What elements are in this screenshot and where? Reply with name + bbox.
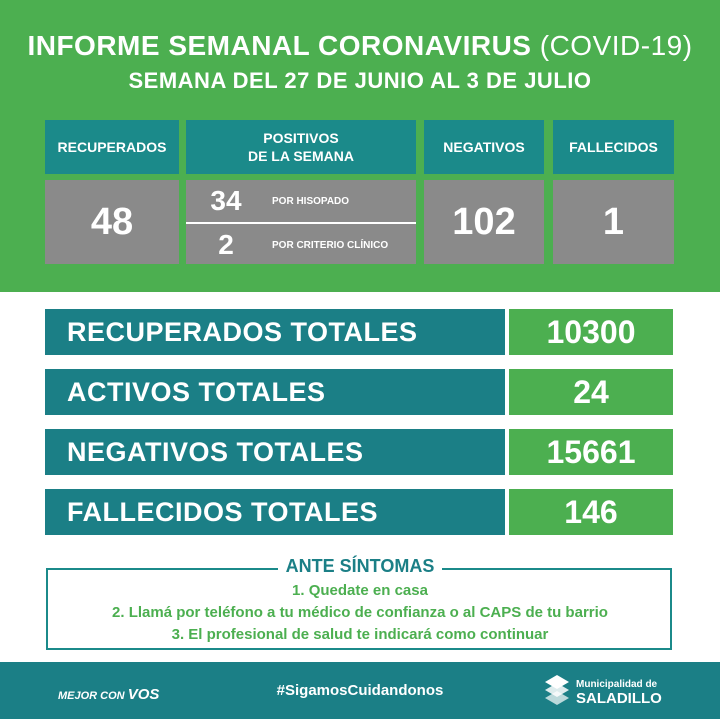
total-value: 15661 xyxy=(509,429,673,475)
total-label: ACTIVOS TOTALES xyxy=(45,369,505,415)
positivos-label-1: POSITIVOS xyxy=(263,130,339,146)
slogan-prefix: MEJOR CON xyxy=(58,690,125,702)
fallecidos-header: FALLECIDOS xyxy=(553,120,674,174)
sintomas-title-text: ANTE SÍNTOMAS xyxy=(278,556,443,576)
saladillo-logo-icon xyxy=(543,674,571,706)
hashtag: #SigamosCuidandonos xyxy=(276,682,444,699)
positivos-label-2: DE LA SEMANA xyxy=(247,148,355,164)
total-label: FALLECIDOS TOTALES xyxy=(45,489,505,535)
positivos-value-box xyxy=(186,180,416,264)
title-main: INFORME SEMANAL CORONAVIRUS xyxy=(27,30,532,61)
total-row-activos xyxy=(45,369,673,415)
city-label: SALADILLO xyxy=(576,690,662,707)
clinico-label: POR CRITERIO CLÍNICO xyxy=(272,239,389,251)
clinico-row xyxy=(186,224,416,266)
total-row-negativos xyxy=(45,429,673,475)
page-title xyxy=(0,30,720,62)
sintomas-line-3: 3. El profesional de salud te indicará como continuar xyxy=(171,626,549,643)
negativos-value: 102 xyxy=(424,180,544,264)
title-suffix: (COVID-19) xyxy=(539,30,693,61)
recuperados-value: 48 xyxy=(45,180,179,264)
fallecidos-value: 1 xyxy=(553,180,674,264)
total-value: 146 xyxy=(509,489,673,535)
hisopado-label: POR HISOPADO xyxy=(272,195,350,207)
slogan-vos: VOS xyxy=(127,686,160,703)
total-row-fallecidos xyxy=(45,489,673,535)
sintomas-line-1: 1. Quedate en casa xyxy=(292,582,428,599)
total-value: 10300 xyxy=(509,309,673,355)
total-label: NEGATIVOS TOTALES xyxy=(45,429,505,475)
hisopado-row xyxy=(186,180,416,222)
hisopado-value: 34 xyxy=(210,185,242,216)
total-row-recuperados xyxy=(45,309,673,355)
footer xyxy=(0,662,720,719)
page-subtitle: SEMANA DEL 27 DE JUNIO AL 3 DE JULIO xyxy=(128,68,592,93)
sintomas-line-2: 2. Llamá por teléfono a tu médico de confianza o al CAPS de tu barrio xyxy=(112,604,608,621)
sintomas-title xyxy=(0,556,720,577)
positivos-header xyxy=(186,120,416,174)
recuperados-header: RECUPERADOS xyxy=(45,120,179,174)
clinico-value: 2 xyxy=(218,229,234,260)
total-value: 24 xyxy=(509,369,673,415)
total-label: RECUPERADOS TOTALES xyxy=(45,309,505,355)
municipality-label: Municipalidad de xyxy=(576,679,658,690)
negativos-header: NEGATIVOS xyxy=(424,120,544,174)
